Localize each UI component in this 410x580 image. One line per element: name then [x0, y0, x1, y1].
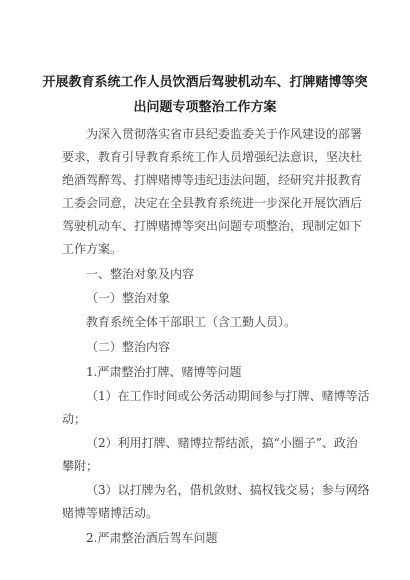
subsection-heading-1: （一）整治对象: [86, 291, 171, 305]
item-heading-1: 1.严肃整治打牌、赌博等问题: [86, 365, 242, 379]
clause-1-line-1: （1）在工作时间或公务活动期间参与打牌、赌博等活: [86, 389, 370, 403]
clause-3-line-1: （3）以打牌为名，借机敛财、搞权钱交易；参与网络: [86, 483, 370, 497]
intro-line-4: 工委会同意，决定在全县教育系统进一步深化开展饮酒后: [62, 196, 363, 210]
clause-2-line-2: 攀附；: [62, 459, 99, 473]
clause-2-line-1: （2）利用打牌、赌博拉帮结派，搞“小圈子”、政治: [86, 436, 358, 450]
clause-3-line-2: 赌博等赌博活动。: [62, 506, 159, 520]
section-heading-1: 一、整治对象及内容: [86, 267, 195, 281]
subsection-heading-2: （二）整治内容: [86, 340, 171, 354]
document-title-line-2: 出问题专项整治工作方案: [133, 100, 277, 115]
subsection-1-text: 教育系统全体干部职工（含工勤人员）。: [86, 315, 297, 329]
intro-line-5: 驾驶机动车、打牌赌博等突出问题专项整治，现制定如下: [62, 219, 363, 233]
intro-line-1: 为深入贯彻落实省市县纪委监委关于作风建设的部署: [86, 127, 363, 141]
intro-line-2: 要求，教育引导教育系统工作人员增强纪法意识，坚决杜: [62, 150, 363, 164]
item-heading-2: 2.严肃整治酒后驾车问题: [86, 531, 218, 545]
intro-line-6: 工作方案。: [62, 242, 123, 256]
clause-1-line-2: 动；: [62, 412, 87, 426]
document-title-line-1: 开展教育系统工作人员饮酒后驾驶机动车、打牌赌博等突: [42, 75, 368, 90]
intro-line-3: 绝酒驾醉驾、打牌赌博等违纪违法问题，经研究并报教育: [62, 173, 363, 187]
